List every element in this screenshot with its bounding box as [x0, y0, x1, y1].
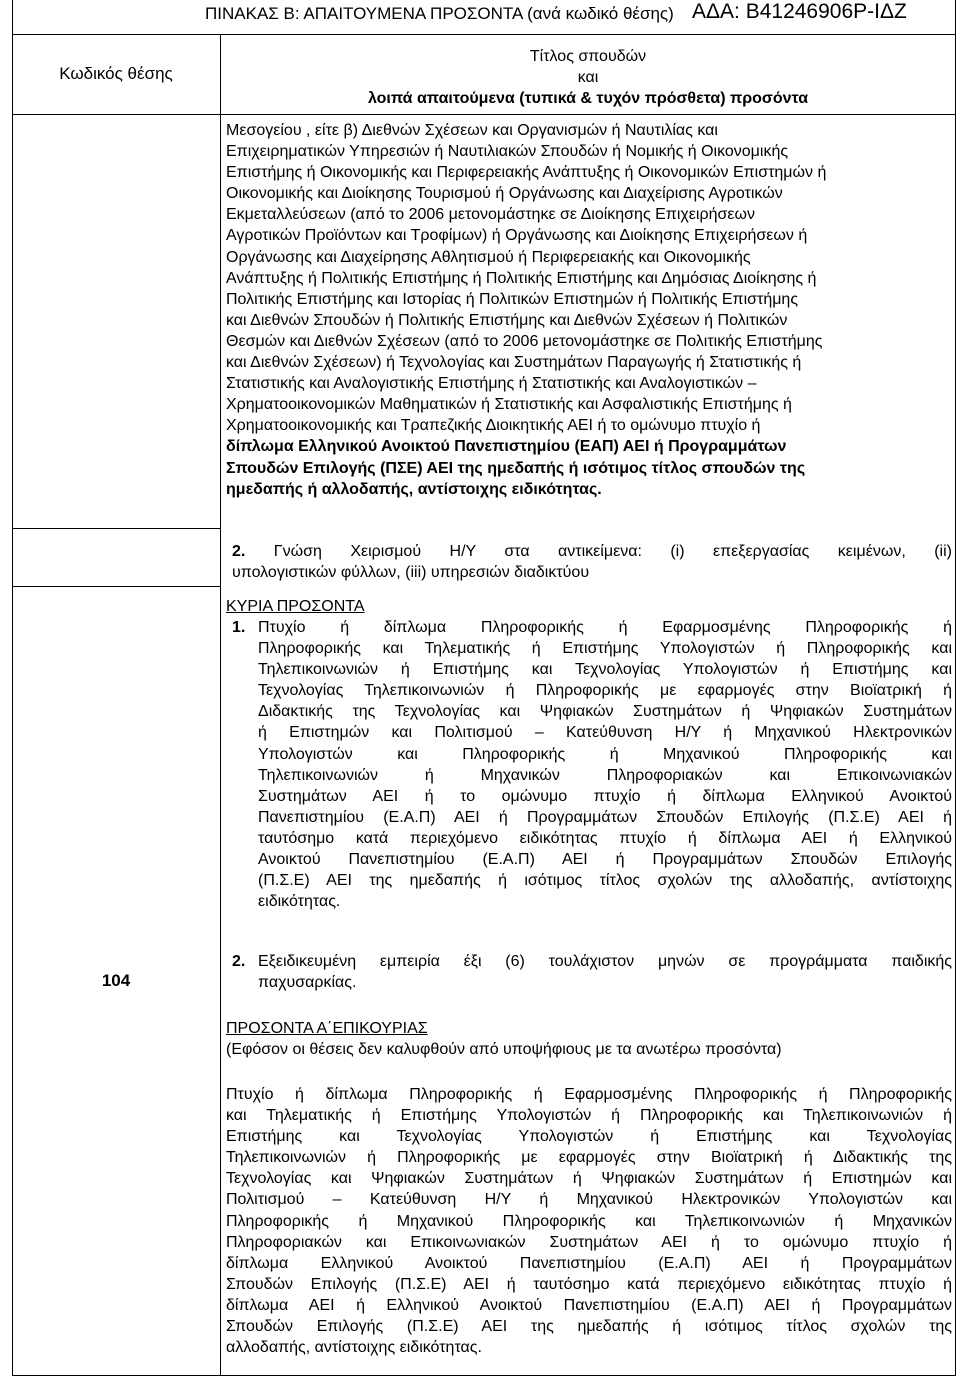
- text-line: Μεσογείου , είτε β) Διεθνών Σχέσεων και Οργανισμών ή Ναυτιλίας και: [226, 122, 718, 139]
- text-line: Γνώση Χειρισμού Η/Υ στα αντικείμενα: (i) επεξεργασίας κειμένων, (ii): [273, 543, 952, 560]
- text-line: Τηλεπικοινωνιών ή Μηχανικών Πληροφοριακών και Επικοινωνιακών: [258, 766, 952, 784]
- aux-qualifications-heading: ΠΡΟΣΟΝΤΑ Α΄ΕΠΙΚΟΥΡΙΑΣ: [226, 1020, 428, 1037]
- text-line: Πολιτικής Επιστήμης και Ιστορίας ή Πολιτικών Επιστημών ή Πολιτικής Επιστήμης: [226, 290, 799, 308]
- column-header-title-line-2: και: [577, 69, 599, 86]
- text-line: Εξειδικευμένη εμπειρία έξι (6) τουλάχιστον μηνών σε προγράμματα παιδικής: [258, 953, 952, 970]
- text-line-bold: Σπουδών Επιλογής (ΠΣΕ) ΑΕΙ της ημεδαπής ή ισότιμος τίτλος σπουδών της: [226, 459, 806, 477]
- text-line: Πτυχίο ή δίπλωμα Πληροφορικής ή Εφαρμοσμένης Πληροφορικής ή Πληροφορικής: [226, 1086, 952, 1103]
- column-header-code: Κωδικός θέσης: [59, 64, 173, 83]
- text-line: Ανοικτού Πανεπιστημίου (Ε.Α.Π) ΑΕΙ ή Προγραμμάτων Σπουδών Επιλογής: [258, 851, 952, 869]
- row-divider-left-2: [12, 586, 220, 587]
- table-title: ΠΙΝΑΚΑΣ Β: ΑΠΑΙΤΟΥΜΕΝΑ ΠΡΟΣΟΝΤΑ (ανά κωδικό θέσης): [205, 4, 674, 23]
- text-line: Οργάνωσης και Διαχείρησης Αθλητισμού ή Περιφερειακής και Οικονομικής: [226, 248, 751, 266]
- text-line-bold: ημεδαπής ή αλλοδαπής, αντίστοιχης ειδικότητας.: [226, 480, 602, 498]
- text-line: Πληροφορικής ή Μηχανικού Πληροφορικής και Τηλεπικοινωνιών ή Μηχανικών: [226, 1212, 952, 1230]
- text-line: Σπουδών Επιλογής (Π.Σ.Ε) ΑΕΙ της ημεδαπής ή ισότιμος τίτλος σχολών της: [226, 1318, 952, 1336]
- text-line: Χρηματοοικονομικής και Τραπεζικής Διοικητικής ΑΕΙ ή το ομώνυμο πτυχίο ή: [226, 417, 761, 435]
- text-line: Οικονομικής και Διοίκησης Τουρισμού ή Οργάνωσης και Διαχείρισης Αγροτικών: [226, 185, 783, 203]
- text-line: Τηλεπικοινωνιών ή Πληροφορικής με εφαρμογές στην Βιοϊατρική ή Διδακτικής της: [226, 1149, 952, 1167]
- text-line: δίπλωμα Ελληνικού Ανοικτού Πανεπιστημίου (Ε.Α.Π) ΑΕΙ ή Προγραμμάτων: [226, 1254, 952, 1272]
- text-line: (Π.Σ.Ε) ΑΕΙ της ημεδαπής ή ισότιμος τίτλος σχολών της αλλοδαπής, αντίστοιχης: [258, 872, 952, 890]
- text-line: Αγροτικών Προϊόντων και Τροφίμων) ή Οργάνωσης και Διοίκησης Επιχειρήσεων ή: [226, 227, 808, 245]
- text-line: υπολογιστικών φύλλων, (iii) υπηρεσιών διαδικτύου: [232, 564, 590, 582]
- text-line: Πληροφορικής και Τηλεματικής ή Επιστήμης Υπολογιστών ή Πληροφορικής και: [258, 640, 952, 658]
- row-divider-left: [12, 528, 220, 529]
- text-line: παχυσαρκίας.: [258, 974, 357, 992]
- text-line: ή Επιστημών και Πολιτισμού – Κατεύθυνση Η/Υ ή Μηχανικού Ηλεκτρονικών: [258, 724, 952, 742]
- text-line: Τεχνολογίας Τηλεπικοινωνιών ή Πληροφορικής με εφαρμογές στην Βιοϊατρική ή: [258, 682, 952, 700]
- text-line: Χρηματοοικονομικών Μαθηματικών ή Στατιστικής και Ασφαλιστικής Επιστήμης ή: [226, 396, 792, 414]
- text-line: δίπλωμα ΑΕΙ ή Ελληνικού Ανοικτού Πανεπιστημίου (Ε.Α.Π) ΑΕΙ ή Προγραμμάτων: [226, 1296, 952, 1314]
- main-qualifications: [226, 596, 952, 617]
- item-number: 1.: [232, 619, 246, 636]
- main-qualifications-heading: ΚΥΡΙΑ ΠΡΟΣΟΝΤΑ: [226, 598, 365, 615]
- text-line: και Διεθνών Σπουδών ή Πολιτικής Επιστήμης και Διεθνών Σχέσεων ή Πολιτικών: [226, 311, 788, 329]
- column-header-title-line-3: λοιπά απαιτούμενα (τυπικά & τυχόν πρόσθετα) προσόντα: [367, 90, 809, 107]
- text-line: ειδικότητας.: [258, 893, 341, 911]
- computer-skills-item: [232, 541, 952, 583]
- column-divider: [220, 34, 221, 1376]
- text-line: ταυτόσημο κατά περιεχόμενο ειδικότητας πτυχίο ή δίπλωμα ΑΕΙ ή Ελληνικού: [258, 829, 952, 847]
- text-line: Στατιστικής και Αναλογιστικής Επιστήμης ή Στατιστικής και Αναλογιστικών –: [226, 375, 757, 393]
- text-line: Εκμεταλλεύσεων (από το 2006 μετονομάστηκε σε Διοίκησης Επιχειρήσεων: [226, 206, 755, 224]
- text-line: και Διεθνών Σχέσεων) ή Τεχνολογίας και Συστημάτων Παραγωγής ή Στατιστικής ή: [226, 354, 802, 372]
- text-line: Επιστήμης ή Οικονομικής και Περιφερειακής Ανάπτυξης ή Οικονομικών Επιστημών ή: [226, 164, 827, 182]
- degree-list-continued: [226, 120, 924, 500]
- text-line: Συστημάτων ΑΕΙ ή το ομώνυμο πτυχίο ή δίπλωμα Ελληνικού Ανοικτού: [258, 787, 952, 805]
- text-line: Σπουδών Επιλογής (Π.Σ.Ε) ΑΕΙ ή ταυτόσημο κατά περιεχόμενο ειδικότητας πτυχίο ή: [226, 1275, 952, 1293]
- header-divider-top: [12, 34, 956, 35]
- text-line: Τηλεπικοινωνιών ή Επιστήμης και Τεχνολογίας Υπολογιστών ή Επιστήμης και: [258, 661, 952, 679]
- main-item-1: [258, 617, 952, 912]
- text-line: Υπολογιστών και Πληροφορικής ή Μηχανικού Πληροφορικής και: [258, 745, 952, 763]
- text-line: Πανεπιστημίου (Ε.Α.Π) ΑΕΙ ή Προγραμμάτων Σπουδών Επιλογής (Π.Σ.Ε) ΑΕΙ ή: [258, 808, 952, 826]
- text-line: Πολιτισμού – Κατεύθυνση Η/Υ ή Μηχανικού Ηλεκτρονικών Υπολογιστών και: [226, 1191, 952, 1209]
- column-header-title: [220, 46, 956, 109]
- header-divider-bottom: [12, 114, 956, 115]
- position-code: 104: [101, 971, 131, 990]
- text-line: Πληροφοριακών και Επικοινωνιακών Συστημάτων ΑΕΙ ή το ομώνυμο πτυχίο ή: [226, 1233, 952, 1251]
- ada-code: ΑΔΑ: Β41246906Ρ-ΙΔΖ: [692, 0, 907, 23]
- item-number: 2.: [232, 953, 246, 970]
- main-item-2: [258, 951, 952, 993]
- aux-qualifications-text: [226, 1084, 952, 1358]
- text-line: Τεχνολογίας και Ψηφιακών Συστημάτων ή Ψηφιακών Συστημάτων ή Επιστημών και: [226, 1170, 952, 1188]
- text-line: Επιχειρηματικών Υπηρεσιών ή Ναυτιλιακών Σπουδών ή Νομικής ή Οικονομικής: [226, 143, 789, 161]
- text-line: Επιστήμης και Τεχνολογίας Υπολογιστών ή Επιστήμης και Τεχνολογίας: [226, 1128, 952, 1146]
- text-line: Πτυχίο ή δίπλωμα Πληροφορικής ή Εφαρμοσμένης Πληροφορικής ή: [258, 619, 952, 636]
- text-line: αλλοδαπής, αντίστοιχης ειδικότητας.: [226, 1339, 482, 1357]
- aux-qualifications-header: [226, 1018, 952, 1060]
- aux-qualifications-note: (Εφόσον οι θέσεις δεν καλυφθούν από υποψήφιους με τα ανωτέρω προσόντα): [226, 1041, 782, 1059]
- column-header-title-line-1: Τίτλος σπουδών: [529, 48, 647, 65]
- text-line: Θεσμών και Διεθνών Σχέσεων (από το 2006 μετονομάστηκε σε Πολιτικής Επιστήμης: [226, 332, 823, 350]
- item-number: 2.: [232, 543, 246, 560]
- text-line: και Τηλεματικής ή Επιστήμης Υπολογιστών ή Πληροφορικής και Τηλεπικοινωνιών ή: [226, 1107, 952, 1125]
- text-line: Ανάπτυξης ή Πολιτικής Επιστήμης ή Πολιτικής Επιστήμης και Δημόσιας Διοίκησης ή: [226, 269, 817, 287]
- text-line-bold: δίπλωμα Ελληνικού Ανοικτού Πανεπιστημίου (ΕΑΠ) ΑΕΙ ή Προγραμμάτων: [226, 438, 787, 456]
- text-line: Διδακτικής της Τεχνολογίας και Ψηφιακών Συστημάτων ή Ψηφιακών Συστημάτων: [258, 703, 952, 721]
